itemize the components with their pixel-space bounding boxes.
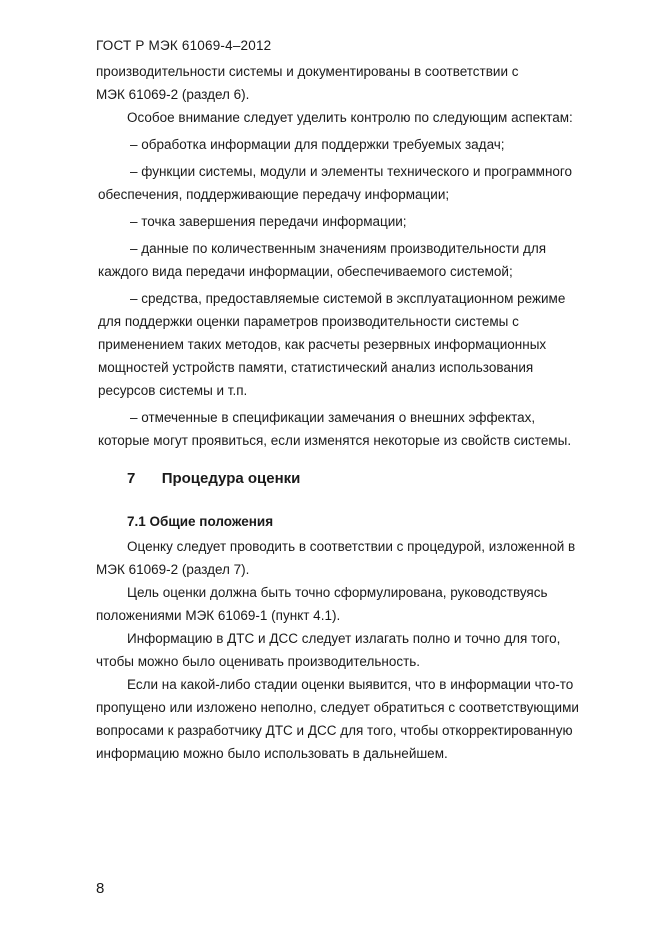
text-line: информацию можно было использовать в дальнейшем.: [96, 746, 448, 761]
text-line: чтобы можно было оценивать производительность.: [96, 654, 421, 669]
text-line: применением таких методов, как расчеты резервных информационных: [98, 337, 547, 352]
list-item: – средства, предоставляемые системой в эксплуатационном режиме: [130, 291, 566, 306]
list-item: – данные по количественным значениям производительности для: [130, 241, 547, 256]
text-line: ресурсов системы и т.п.: [98, 383, 248, 398]
text-line: вопросами к разработчику ДТС и ДСС для того, чтобы откорректированную: [96, 723, 573, 738]
list-item: – отмеченные в спецификации замечания о внешних эффектах,: [130, 410, 536, 425]
section-number: 7: [127, 470, 136, 487]
text-line: обеспечения, поддерживающие передачу информации;: [98, 187, 450, 202]
list-item: – точка завершения передачи информации;: [130, 214, 407, 229]
text-line: производительности системы и документированы в соответствии с: [96, 64, 519, 79]
text-line: мощностей устройств памяти, статистический анализ использования: [98, 360, 534, 375]
text-line: для поддержки оценки параметров производительности системы с: [98, 314, 519, 329]
document-header: ГОСТ Р МЭК 61069-4–2012: [96, 38, 272, 53]
text-line: МЭК 61069-2 (раздел 7).: [96, 562, 250, 577]
section-heading: [127, 470, 300, 487]
text-line: МЭК 61069-2 (раздел 6).: [96, 87, 250, 102]
section-title: Процедура оценки: [161, 470, 301, 487]
page-number: 8: [96, 880, 105, 897]
text-line: каждого вида передачи информации, обеспечиваемого системой;: [98, 264, 513, 279]
text-line: Оценку следует проводить в соответствии с процедурой, изложенной в: [127, 539, 576, 554]
text-line: положениями МЭК 61069-1 (пункт 4.1).: [96, 608, 341, 623]
list-item: – функции системы, модули и элементы технического и программного: [130, 164, 573, 179]
text-line: пропущено или изложено неполно, следует обратиться с соответствующими: [96, 700, 579, 715]
text-line: Цель оценки должна быть точно сформулирована, руководствуясь: [127, 585, 548, 600]
list-item: – обработка информации для поддержки требуемых задач;: [130, 137, 505, 152]
subsection-heading: 7.1 Общие положения: [127, 514, 274, 529]
text-line: Если на какой-либо стадии оценки выявится, что в информации что-то: [127, 677, 574, 692]
text-line: которые могут проявиться, если изменятся некоторые из свойств системы.: [98, 433, 572, 448]
text-line: Особое внимание следует уделить контролю по следующим аспектам:: [127, 110, 573, 125]
text-line: Информацию в ДТС и ДСС следует излагать полно и точно для того,: [127, 631, 561, 646]
